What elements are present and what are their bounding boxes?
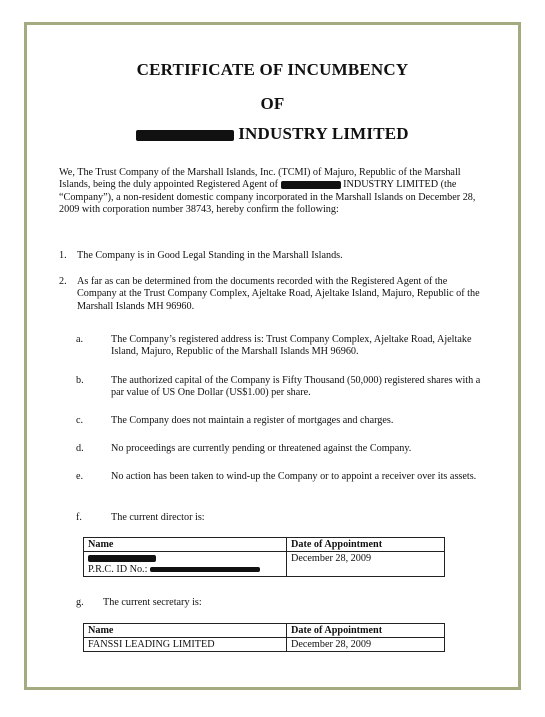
secretary-date-cell: December 28, 2009 (287, 638, 445, 652)
director-table-header-row (84, 538, 445, 552)
intro-text-1: We, The Trust Company of the Marshall Islands, Inc. (TCMI) of Majuro, Republic of the Marshall Islands, being the duly appointed Registered Agent of (59, 167, 461, 191)
subitem-text-a: The Company’s registered address is: Trust Company Complex, Ajeltake Road, Ajeltake Island, Majuro, Republic of the Marshall Islands MH 96960. (111, 334, 472, 358)
director-id-label: P.R.C. ID No.: (88, 564, 148, 575)
subitem-text-g: The current secretary is: (103, 597, 202, 608)
director-table (83, 537, 445, 577)
subitem-label-c: c. (76, 415, 84, 426)
subitem-label-d: d. (76, 443, 84, 454)
secretary-name-cell: FANSSI LEADING LIMITED (84, 638, 287, 652)
subitem-text-e: No action has been taken to wind-up the Company or to appoint a receiver over its assets. (111, 471, 477, 482)
secretary-table-row (84, 638, 445, 652)
director-table-row (84, 552, 445, 577)
subitem-label-e: e. (76, 471, 84, 482)
subitem-label-f: f. (76, 512, 82, 523)
item-text-1: The Company is in Good Legal Standing in the Marshall Islands. (77, 250, 343, 261)
redacted-company-name (136, 130, 234, 141)
intro-paragraph (59, 167, 489, 216)
director-header-name: Name (84, 538, 287, 552)
secretary-table-header-row (84, 624, 445, 638)
redaction-bar-name (88, 555, 156, 562)
subitem-label-g: g. (76, 597, 84, 608)
certificate-title: CERTIFICATE OF INCUMBENCY (136, 60, 409, 79)
secretary-table (83, 623, 445, 652)
director-name-cell (84, 552, 287, 577)
secretary-header-date: Date of Appointment (287, 624, 445, 638)
subitem-text-d: No proceedings are currently pending or threatened against the Company. (111, 443, 412, 454)
subitem-text-c: The Company does not maintain a register of mortgages and charges. (111, 415, 394, 426)
redacted-company-name-inline (281, 181, 341, 189)
company-name-suffix: INDUSTRY LIMITED (238, 124, 409, 143)
secretary-header-name: Name (84, 624, 287, 638)
redacted-director-name (88, 553, 282, 564)
director-date-cell: December 28, 2009 (287, 552, 445, 577)
subitem-text-f: The current director is: (111, 512, 205, 523)
subitem-label-b: b. (76, 375, 84, 386)
item-number-1: 1. (59, 250, 67, 261)
subitem-text-b: The authorized capital of the Company is Fifty Thousand (50,000) registered shares with a par value of US One Dollar (US$1.00) per share. (111, 375, 481, 399)
item-text-2: As far as can be determined from the documents recorded with the Registered Agent of the Company at the Trust Company Complex, Ajeltake Road, Ajeltake Island, Majuro, Republic of the Marshall Islands MH 96960. (77, 276, 480, 312)
subitem-label-a: a. (76, 334, 84, 345)
company-name-title (0, 124, 545, 144)
title-of: OF (260, 94, 285, 113)
item-number-2: 2. (59, 276, 67, 287)
director-header-date: Date of Appointment (287, 538, 445, 552)
director-id-line (88, 564, 282, 575)
intro-text-2: INDUSTRY LIMITED (the “Company”), a non-resident domestic company incorporated in the Marshall Islands on December 28, 2009 with corporation number 38743, hereby confirm the following: (59, 179, 476, 215)
redaction-bar-id (150, 567, 260, 572)
